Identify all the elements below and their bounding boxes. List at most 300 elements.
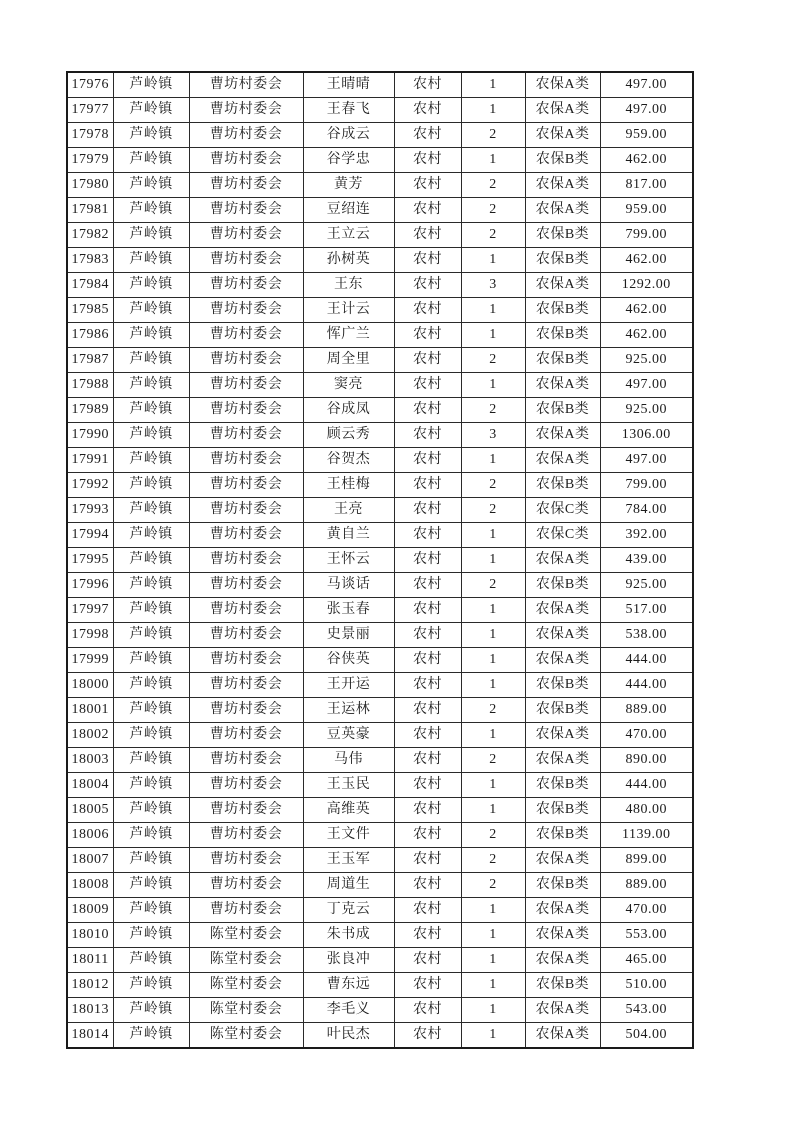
cell-person-name: 黄芳	[303, 173, 394, 198]
cell-person-count: 1	[461, 248, 525, 273]
cell-village: 曹坊村委会	[189, 273, 303, 298]
cell-insurance-category: 农保A类	[525, 948, 600, 973]
cell-insurance-category: 农保B类	[525, 873, 600, 898]
cell-residence-type: 农村	[394, 723, 461, 748]
cell-amount: 497.00	[600, 72, 693, 98]
cell-insurance-category: 农保A类	[525, 748, 600, 773]
cell-town: 芦岭镇	[113, 72, 189, 98]
cell-village: 曹坊村委会	[189, 298, 303, 323]
cell-village: 曹坊村委会	[189, 698, 303, 723]
cell-person-name: 周道生	[303, 873, 394, 898]
cell-amount: 1306.00	[600, 423, 693, 448]
cell-residence-type: 农村	[394, 198, 461, 223]
cell-person-name: 王玉民	[303, 773, 394, 798]
cell-amount: 517.00	[600, 598, 693, 623]
cell-id: 17991	[67, 448, 113, 473]
cell-amount: 925.00	[600, 398, 693, 423]
cell-residence-type: 农村	[394, 773, 461, 798]
cell-amount: 799.00	[600, 473, 693, 498]
cell-amount: 462.00	[600, 298, 693, 323]
cell-village: 曹坊村委会	[189, 823, 303, 848]
cell-town: 芦岭镇	[113, 948, 189, 973]
cell-village: 陈堂村委会	[189, 1023, 303, 1049]
cell-insurance-category: 农保B类	[525, 473, 600, 498]
cell-person-name: 谷成云	[303, 123, 394, 148]
table-row	[67, 823, 693, 848]
table-row	[67, 498, 693, 523]
cell-village: 陈堂村委会	[189, 948, 303, 973]
cell-person-name: 马伟	[303, 748, 394, 773]
table-row	[67, 398, 693, 423]
cell-amount: 1292.00	[600, 273, 693, 298]
cell-amount: 784.00	[600, 498, 693, 523]
cell-insurance-category: 农保A类	[525, 448, 600, 473]
cell-amount: 817.00	[600, 173, 693, 198]
cell-insurance-category: 农保B类	[525, 323, 600, 348]
cell-person-name: 王文件	[303, 823, 394, 848]
table-row	[67, 548, 693, 573]
cell-person-name: 王计云	[303, 298, 394, 323]
cell-person-name: 王运林	[303, 698, 394, 723]
cell-insurance-category: 农保B类	[525, 673, 600, 698]
cell-person-name: 谷侠英	[303, 648, 394, 673]
table-row	[67, 873, 693, 898]
cell-town: 芦岭镇	[113, 423, 189, 448]
cell-id: 17998	[67, 623, 113, 648]
cell-town: 芦岭镇	[113, 648, 189, 673]
cell-person-count: 2	[461, 398, 525, 423]
cell-person-count: 2	[461, 348, 525, 373]
cell-person-name: 孙树英	[303, 248, 394, 273]
cell-amount: 462.00	[600, 248, 693, 273]
cell-person-name: 王玉军	[303, 848, 394, 873]
cell-insurance-category: 农保A类	[525, 848, 600, 873]
cell-town: 芦岭镇	[113, 473, 189, 498]
table-row	[67, 148, 693, 173]
cell-residence-type: 农村	[394, 923, 461, 948]
cell-person-count: 1	[461, 323, 525, 348]
cell-insurance-category: 农保A类	[525, 373, 600, 398]
cell-residence-type: 农村	[394, 673, 461, 698]
cell-insurance-category: 农保B类	[525, 773, 600, 798]
cell-person-name: 王桂梅	[303, 473, 394, 498]
cell-person-name: 叶民杰	[303, 1023, 394, 1049]
cell-id: 17990	[67, 423, 113, 448]
cell-person-count: 1	[461, 148, 525, 173]
cell-village: 曹坊村委会	[189, 223, 303, 248]
cell-town: 芦岭镇	[113, 1023, 189, 1049]
cell-insurance-category: 农保A类	[525, 72, 600, 98]
cell-village: 曹坊村委会	[189, 498, 303, 523]
cell-id: 18013	[67, 998, 113, 1023]
cell-id: 17992	[67, 473, 113, 498]
cell-amount: 889.00	[600, 873, 693, 898]
cell-person-name: 王怀云	[303, 548, 394, 573]
table-row	[67, 72, 693, 98]
cell-id: 17976	[67, 72, 113, 98]
cell-id: 17987	[67, 348, 113, 373]
cell-person-name: 谷成凤	[303, 398, 394, 423]
cell-person-count: 2	[461, 473, 525, 498]
cell-person-name: 史景丽	[303, 623, 394, 648]
cell-amount: 959.00	[600, 198, 693, 223]
cell-person-count: 1	[461, 72, 525, 98]
cell-person-count: 2	[461, 748, 525, 773]
table-row	[67, 273, 693, 298]
cell-person-name: 王晴晴	[303, 72, 394, 98]
cell-residence-type: 农村	[394, 873, 461, 898]
cell-amount: 899.00	[600, 848, 693, 873]
cell-town: 芦岭镇	[113, 598, 189, 623]
cell-town: 芦岭镇	[113, 798, 189, 823]
cell-village: 曹坊村委会	[189, 173, 303, 198]
cell-id: 17993	[67, 498, 113, 523]
cell-village: 曹坊村委会	[189, 323, 303, 348]
cell-town: 芦岭镇	[113, 348, 189, 373]
cell-person-name: 张玉春	[303, 598, 394, 623]
cell-person-count: 1	[461, 773, 525, 798]
cell-insurance-category: 农保A类	[525, 173, 600, 198]
cell-residence-type: 农村	[394, 523, 461, 548]
cell-residence-type: 农村	[394, 998, 461, 1023]
cell-insurance-category: 农保B类	[525, 223, 600, 248]
cell-person-count: 3	[461, 423, 525, 448]
cell-person-name: 朱书成	[303, 923, 394, 948]
cell-insurance-category: 农保B类	[525, 148, 600, 173]
cell-amount: 543.00	[600, 998, 693, 1023]
cell-town: 芦岭镇	[113, 148, 189, 173]
cell-town: 芦岭镇	[113, 173, 189, 198]
cell-village: 曹坊村委会	[189, 398, 303, 423]
cell-town: 芦岭镇	[113, 373, 189, 398]
cell-person-count: 1	[461, 648, 525, 673]
cell-person-count: 1	[461, 973, 525, 998]
cell-person-count: 1	[461, 298, 525, 323]
cell-id: 18003	[67, 748, 113, 773]
cell-amount: 925.00	[600, 348, 693, 373]
cell-residence-type: 农村	[394, 98, 461, 123]
cell-person-name: 丁克云	[303, 898, 394, 923]
cell-person-count: 1	[461, 923, 525, 948]
table-row	[67, 698, 693, 723]
cell-person-name: 谷学忠	[303, 148, 394, 173]
table-row	[67, 248, 693, 273]
cell-person-count: 1	[461, 1023, 525, 1049]
cell-insurance-category: 农保A类	[525, 273, 600, 298]
cell-town: 芦岭镇	[113, 998, 189, 1023]
cell-insurance-category: 农保A类	[525, 898, 600, 923]
cell-town: 芦岭镇	[113, 523, 189, 548]
cell-id: 18001	[67, 698, 113, 723]
cell-town: 芦岭镇	[113, 673, 189, 698]
cell-id: 18002	[67, 723, 113, 748]
cell-person-count: 1	[461, 673, 525, 698]
cell-insurance-category: 农保B类	[525, 298, 600, 323]
cell-village: 曹坊村委会	[189, 573, 303, 598]
cell-person-name: 周全里	[303, 348, 394, 373]
cell-insurance-category: 农保B类	[525, 398, 600, 423]
cell-amount: 465.00	[600, 948, 693, 973]
cell-person-name: 王立云	[303, 223, 394, 248]
cell-village: 曹坊村委会	[189, 723, 303, 748]
cell-town: 芦岭镇	[113, 298, 189, 323]
cell-residence-type: 农村	[394, 323, 461, 348]
cell-residence-type: 农村	[394, 448, 461, 473]
cell-town: 芦岭镇	[113, 923, 189, 948]
cell-id: 17982	[67, 223, 113, 248]
cell-person-name: 张良冲	[303, 948, 394, 973]
table-row	[67, 848, 693, 873]
cell-person-count: 1	[461, 548, 525, 573]
cell-insurance-category: 农保A类	[525, 648, 600, 673]
cell-insurance-category: 农保A类	[525, 123, 600, 148]
cell-residence-type: 农村	[394, 248, 461, 273]
cell-residence-type: 农村	[394, 798, 461, 823]
cell-person-name: 李毛义	[303, 998, 394, 1023]
cell-insurance-category: 农保A类	[525, 198, 600, 223]
cell-insurance-category: 农保A类	[525, 98, 600, 123]
cell-id: 17989	[67, 398, 113, 423]
cell-residence-type: 农村	[394, 423, 461, 448]
cell-insurance-category: 农保C类	[525, 498, 600, 523]
cell-town: 芦岭镇	[113, 698, 189, 723]
table-row	[67, 973, 693, 998]
table-row	[67, 173, 693, 198]
cell-amount: 392.00	[600, 523, 693, 548]
table-row	[67, 223, 693, 248]
table-row	[67, 448, 693, 473]
cell-village: 曹坊村委会	[189, 748, 303, 773]
cell-village: 曹坊村委会	[189, 598, 303, 623]
cell-village: 曹坊村委会	[189, 98, 303, 123]
cell-village: 曹坊村委会	[189, 773, 303, 798]
cell-person-count: 1	[461, 523, 525, 548]
cell-town: 芦岭镇	[113, 398, 189, 423]
table-row	[67, 473, 693, 498]
cell-id: 17978	[67, 123, 113, 148]
table-row	[67, 998, 693, 1023]
cell-id: 18012	[67, 973, 113, 998]
cell-residence-type: 农村	[394, 298, 461, 323]
cell-town: 芦岭镇	[113, 823, 189, 848]
table-row	[67, 923, 693, 948]
cell-amount: 538.00	[600, 623, 693, 648]
cell-residence-type: 农村	[394, 848, 461, 873]
cell-id: 18005	[67, 798, 113, 823]
cell-insurance-category: 农保A类	[525, 998, 600, 1023]
cell-amount: 462.00	[600, 323, 693, 348]
cell-amount: 959.00	[600, 123, 693, 148]
cell-town: 芦岭镇	[113, 973, 189, 998]
cell-id: 17977	[67, 98, 113, 123]
cell-id: 17995	[67, 548, 113, 573]
cell-id: 18014	[67, 1023, 113, 1049]
cell-person-count: 3	[461, 273, 525, 298]
cell-person-name: 顾云秀	[303, 423, 394, 448]
cell-village: 曹坊村委会	[189, 448, 303, 473]
cell-town: 芦岭镇	[113, 623, 189, 648]
cell-amount: 799.00	[600, 223, 693, 248]
cell-village: 曹坊村委会	[189, 72, 303, 98]
table-row	[67, 323, 693, 348]
cell-insurance-category: 农保A类	[525, 1023, 600, 1049]
cell-residence-type: 农村	[394, 698, 461, 723]
cell-id: 18006	[67, 823, 113, 848]
cell-town: 芦岭镇	[113, 498, 189, 523]
cell-person-count: 1	[461, 798, 525, 823]
cell-id: 17986	[67, 323, 113, 348]
cell-person-count: 1	[461, 598, 525, 623]
cell-insurance-category: 农保C类	[525, 523, 600, 548]
cell-id: 17984	[67, 273, 113, 298]
table-row	[67, 523, 693, 548]
cell-residence-type: 农村	[394, 223, 461, 248]
cell-town: 芦岭镇	[113, 273, 189, 298]
table-row	[67, 198, 693, 223]
cell-village: 曹坊村委会	[189, 123, 303, 148]
cell-person-count: 1	[461, 98, 525, 123]
cell-residence-type: 农村	[394, 648, 461, 673]
cell-town: 芦岭镇	[113, 98, 189, 123]
cell-residence-type: 农村	[394, 1023, 461, 1049]
cell-village: 陈堂村委会	[189, 973, 303, 998]
cell-id: 18008	[67, 873, 113, 898]
cell-town: 芦岭镇	[113, 773, 189, 798]
cell-village: 曹坊村委会	[189, 423, 303, 448]
cell-person-count: 1	[461, 898, 525, 923]
cell-person-count: 1	[461, 623, 525, 648]
cell-amount: 497.00	[600, 373, 693, 398]
cell-residence-type: 农村	[394, 373, 461, 398]
cell-village: 曹坊村委会	[189, 148, 303, 173]
table-row	[67, 423, 693, 448]
cell-person-count: 2	[461, 198, 525, 223]
cell-id: 17988	[67, 373, 113, 398]
cell-town: 芦岭镇	[113, 748, 189, 773]
cell-village: 曹坊村委会	[189, 548, 303, 573]
cell-id: 17985	[67, 298, 113, 323]
cell-amount: 444.00	[600, 773, 693, 798]
cell-residence-type: 农村	[394, 173, 461, 198]
cell-insurance-category: 农保B类	[525, 248, 600, 273]
cell-person-count: 1	[461, 448, 525, 473]
cell-person-name: 王亮	[303, 498, 394, 523]
cell-person-count: 2	[461, 573, 525, 598]
cell-person-name: 马谈话	[303, 573, 394, 598]
cell-amount: 470.00	[600, 898, 693, 923]
cell-insurance-category: 农保B类	[525, 798, 600, 823]
cell-town: 芦岭镇	[113, 548, 189, 573]
cell-id: 18010	[67, 923, 113, 948]
cell-residence-type: 农村	[394, 748, 461, 773]
cell-person-name: 高维英	[303, 798, 394, 823]
cell-residence-type: 农村	[394, 123, 461, 148]
cell-insurance-category: 农保A类	[525, 423, 600, 448]
cell-person-count: 2	[461, 848, 525, 873]
cell-residence-type: 农村	[394, 398, 461, 423]
cell-id: 17997	[67, 598, 113, 623]
table-row	[67, 948, 693, 973]
cell-id: 17981	[67, 198, 113, 223]
table-row	[67, 98, 693, 123]
cell-insurance-category: 农保B类	[525, 348, 600, 373]
cell-residence-type: 农村	[394, 898, 461, 923]
cell-person-count: 2	[461, 223, 525, 248]
cell-insurance-category: 农保A类	[525, 598, 600, 623]
cell-village: 曹坊村委会	[189, 798, 303, 823]
cell-id: 18004	[67, 773, 113, 798]
cell-person-count: 1	[461, 948, 525, 973]
cell-person-count: 2	[461, 498, 525, 523]
cell-id: 18011	[67, 948, 113, 973]
cell-amount: 480.00	[600, 798, 693, 823]
cell-amount: 510.00	[600, 973, 693, 998]
cell-person-count: 2	[461, 123, 525, 148]
cell-residence-type: 农村	[394, 573, 461, 598]
cell-person-name: 曹东远	[303, 973, 394, 998]
cell-town: 芦岭镇	[113, 323, 189, 348]
cell-insurance-category: 农保B类	[525, 698, 600, 723]
cell-village: 曹坊村委会	[189, 848, 303, 873]
cell-person-name: 恽广兰	[303, 323, 394, 348]
cell-person-name: 王春飞	[303, 98, 394, 123]
cell-insurance-category: 农保A类	[525, 923, 600, 948]
cell-residence-type: 农村	[394, 823, 461, 848]
cell-residence-type: 农村	[394, 598, 461, 623]
cell-amount: 439.00	[600, 548, 693, 573]
cell-id: 17980	[67, 173, 113, 198]
table-row	[67, 598, 693, 623]
cell-person-name: 豆英豪	[303, 723, 394, 748]
table-row	[67, 673, 693, 698]
cell-village: 陈堂村委会	[189, 998, 303, 1023]
cell-residence-type: 农村	[394, 948, 461, 973]
table-row	[67, 573, 693, 598]
cell-residence-type: 农村	[394, 348, 461, 373]
cell-residence-type: 农村	[394, 548, 461, 573]
cell-amount: 925.00	[600, 573, 693, 598]
table-body	[67, 72, 693, 1048]
cell-residence-type: 农村	[394, 473, 461, 498]
table-row	[67, 648, 693, 673]
cell-town: 芦岭镇	[113, 573, 189, 598]
table-row	[67, 898, 693, 923]
cell-amount: 504.00	[600, 1023, 693, 1049]
cell-village: 曹坊村委会	[189, 198, 303, 223]
cell-village: 曹坊村委会	[189, 373, 303, 398]
cell-town: 芦岭镇	[113, 848, 189, 873]
cell-town: 芦岭镇	[113, 873, 189, 898]
cell-village: 曹坊村委会	[189, 873, 303, 898]
cell-person-count: 1	[461, 373, 525, 398]
cell-town: 芦岭镇	[113, 448, 189, 473]
cell-residence-type: 农村	[394, 72, 461, 98]
cell-person-name: 黄自兰	[303, 523, 394, 548]
cell-residence-type: 农村	[394, 623, 461, 648]
cell-village: 曹坊村委会	[189, 473, 303, 498]
cell-insurance-category: 农保B类	[525, 573, 600, 598]
table-row	[67, 298, 693, 323]
cell-person-count: 2	[461, 823, 525, 848]
cell-residence-type: 农村	[394, 148, 461, 173]
cell-residence-type: 农村	[394, 273, 461, 298]
cell-insurance-category: 农保B类	[525, 973, 600, 998]
cell-id: 17999	[67, 648, 113, 673]
cell-person-count: 2	[461, 873, 525, 898]
cell-village: 曹坊村委会	[189, 348, 303, 373]
table-row	[67, 623, 693, 648]
cell-insurance-category: 农保A类	[525, 623, 600, 648]
